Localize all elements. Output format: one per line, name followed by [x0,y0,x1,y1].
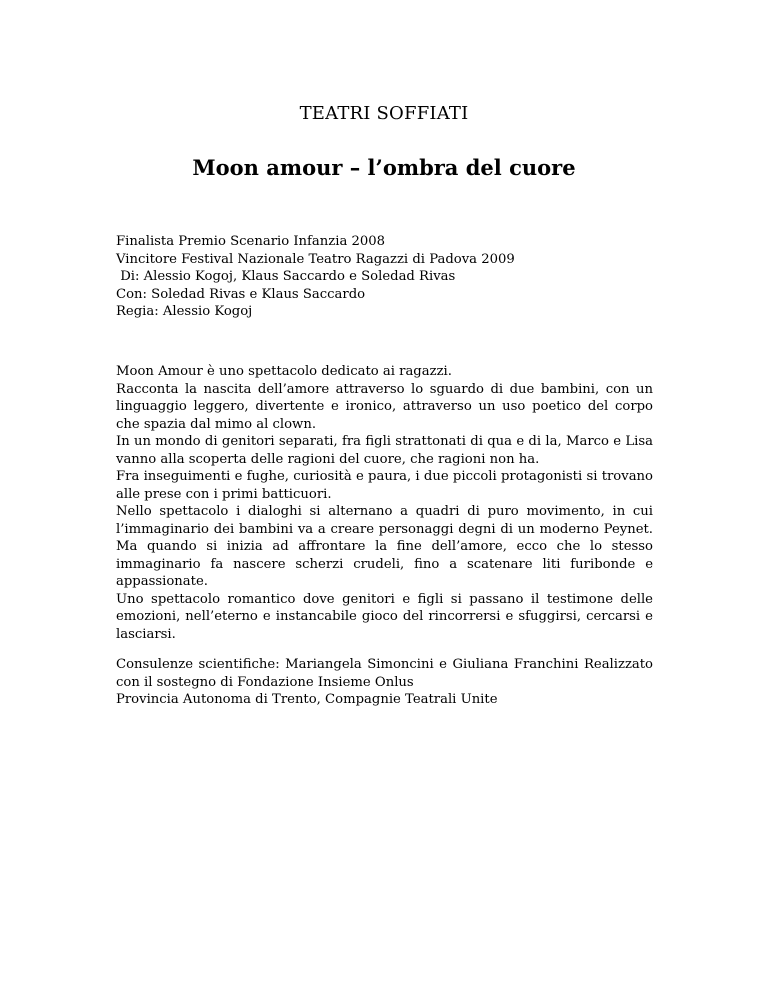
credit-line-award-scenario: Finalista Premio Scenario Infanzia 2008 [116,234,386,249]
description-paragraph: Racconta la nascita dell’amore attraverso lo sguardo di due bambini, con un linguaggio leggero, divertente e ironico, attraverso un uso poetico del corpo che spazia dal mimo al clown. [116,381,653,432]
sponsors-paragraph: Consulenze scientifiche: Mariangela Simoncini e Giuliana Franchini Realizzato con il sostegno di Fondazione Insieme Onlus [116,657,653,690]
company-name: TEATRI SOFFIATI [299,103,469,124]
description-paragraph: Nello spettacolo i dialoghi si alternano a quadri di puro movimento, in cui l’immaginario dei bambini va a creare personaggi degni di un moderno Peynet. Ma quando si inizia ad affrontare la fine dell’amore, ecco che lo stesso immaginario fa nascere scherzi crudeli, fino a scatenare liti furibonde e appassionate. [116,504,653,589]
credit-line-cast: Con: Soledad Rivas e Klaus Saccardo [116,286,366,302]
description-paragraph: Fra inseguimenti e fughe, curiosità e paura, i due piccoli protagonisti si trovano alle prese con i primi batticuori. [116,469,653,502]
description-paragraph: In un mondo di genitori separati, fra figli strattonati di qua e di la, Marco e Lisa vanno alla scoperta delle ragioni del cuore, che ragioni non ha. [116,434,653,467]
show-title: Moon amour – l’ombra del cuore [192,155,576,180]
credits-block [116,233,656,321]
description-paragraph: Moon Amour è uno spettacolo dedicato ai ragazzi. [116,364,452,379]
sponsors-block [116,656,653,709]
credit-line-award-festival: Vincitore Festival Nazionale Teatro Ragazzi di Padova 2009 [116,251,515,267]
credit-line-director: Regia: Alessio Kogoj [116,304,253,320]
sponsors-paragraph: Provincia Autonoma di Trento, Compagnie Teatrali Unite [116,692,498,708]
description-paragraph: Uno spettacolo romantico dove genitori e figli si passano il testimone delle emozioni, nell’eterno e instancabile gioco del rincorrersi e sfuggirsi, cercarsi e lasciarsi. [116,591,653,642]
credit-line-authors: Di: Alessio Kogoj, Klaus Saccardo e Soledad Rivas [116,269,456,285]
description-block [116,363,653,643]
